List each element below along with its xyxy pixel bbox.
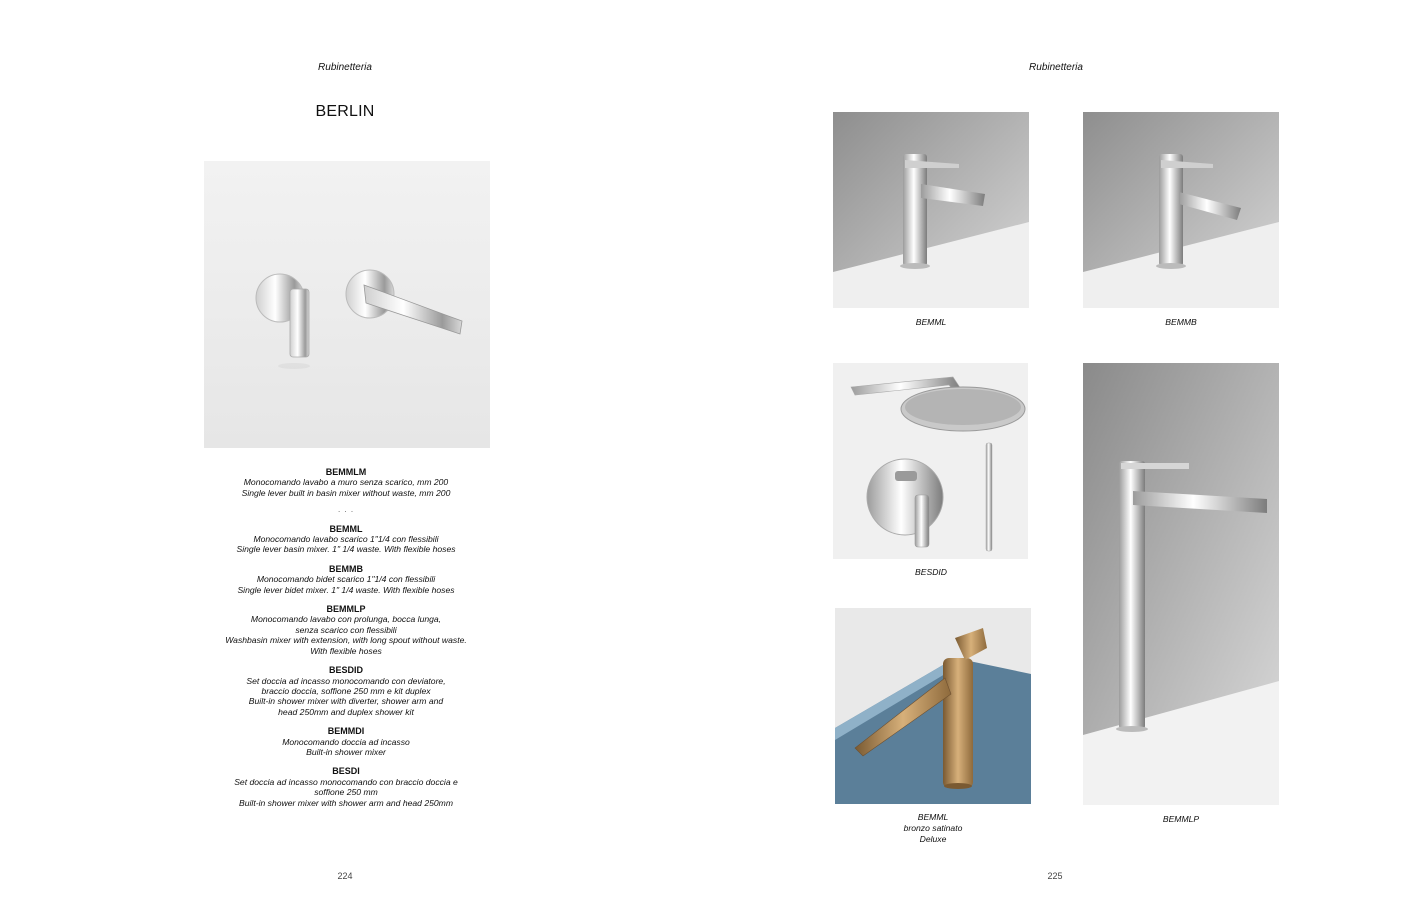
product-descriptions [196, 467, 496, 817]
product-line: Single lever built in basin mixer without waste, mm 200 [241, 487, 451, 498]
caption-besdid: BESDID [915, 567, 947, 577]
photo-bemml-bronze [835, 608, 1031, 804]
product-bemmb [196, 564, 496, 595]
photo-besdid [833, 363, 1028, 559]
product-bemmlp [196, 604, 496, 656]
page-number: 224 [337, 871, 353, 881]
separator-dots: . . . [337, 505, 355, 515]
product-line: Washbasin mixer with extension, with long spout without waste. [225, 635, 467, 646]
bidet-mixer-image [1083, 112, 1279, 308]
product-code: BEMMDI [327, 726, 365, 737]
product-line: Monocomando bidet scarico 1"1/4 con flessibili [256, 574, 436, 585]
caption-bemmlp: BEMMLP [1162, 814, 1200, 824]
product-line: head 250mm and duplex shower kit [278, 706, 414, 717]
product-line: senza scarico con flessibili [295, 624, 397, 635]
product-line: Single lever bidet mixer. 1" 1/4 waste. With flexible hoses [237, 584, 455, 595]
caption-line: bronzo satinato [903, 823, 963, 833]
product-line: Built-in shower mixer [306, 746, 386, 757]
photo-bemml [833, 112, 1029, 308]
product-line: Single lever basin mixer. 1" 1/4 waste. With flexible hoses [236, 544, 456, 555]
right-page-header: Rubinetteria [1029, 62, 1083, 73]
caption-line: Deluxe [919, 834, 947, 844]
photo-bemmb [1083, 112, 1279, 308]
hero-photo-wall-mixer [204, 161, 490, 448]
product-code: BEMMB [329, 563, 363, 574]
product-line: Monocomando lavabo scarico 1"1/4 con flessibili [253, 534, 439, 545]
caption-bemmb: BEMMB [1165, 317, 1197, 327]
left-page [0, 0, 700, 904]
product-bemml [196, 524, 496, 555]
product-line: Monocomando lavabo a muro senza scarico, mm 200 [243, 477, 449, 488]
product-line: Monocomando doccia ad incasso [282, 736, 410, 747]
product-code: BESDI [332, 766, 360, 777]
shower-set-image [833, 363, 1028, 559]
caption-bemml-bronze [835, 812, 1031, 845]
page-number: 225 [1047, 871, 1063, 881]
photo-bemmlp [1083, 363, 1279, 805]
product-besdid [196, 665, 496, 717]
product-line: With flexible hoses [310, 645, 382, 656]
basin-mixer-image [833, 112, 1029, 308]
product-code: BESDID [328, 665, 363, 676]
product-code: BEMMLP [326, 604, 366, 615]
caption-bemml: BEMML [915, 317, 947, 327]
collection-title: BERLIN [315, 103, 375, 120]
product-code: BEMML [329, 523, 363, 534]
tall-basin-mixer-image [1083, 363, 1279, 805]
product-bemmdi [196, 726, 496, 757]
product-line: Set doccia ad incasso monocomando con braccio doccia e [234, 776, 458, 787]
product-besdi [196, 766, 496, 808]
bronze-basin-mixer-image [835, 608, 1031, 804]
right-page [700, 0, 1400, 904]
caption-line: BEMML [917, 812, 949, 822]
product-bemmlm [196, 467, 496, 498]
product-code: BEMMLM [325, 467, 367, 477]
left-page-header: Rubinetteria [318, 62, 372, 73]
wall-mixer-image [204, 161, 490, 448]
product-line: soffione 250 mm [314, 787, 378, 798]
product-line: Built-in shower mixer with shower arm and head 250mm [239, 797, 453, 808]
product-line: Set doccia ad incasso monocomando con deviatore, [246, 675, 446, 686]
product-line: braccio doccia, soffione 250 mm e kit duplex [261, 685, 431, 696]
product-line: Monocomando lavabo con prolunga, bocca lunga, [250, 614, 442, 625]
product-line: Built-in shower mixer with diverter, shower arm and [248, 696, 444, 707]
